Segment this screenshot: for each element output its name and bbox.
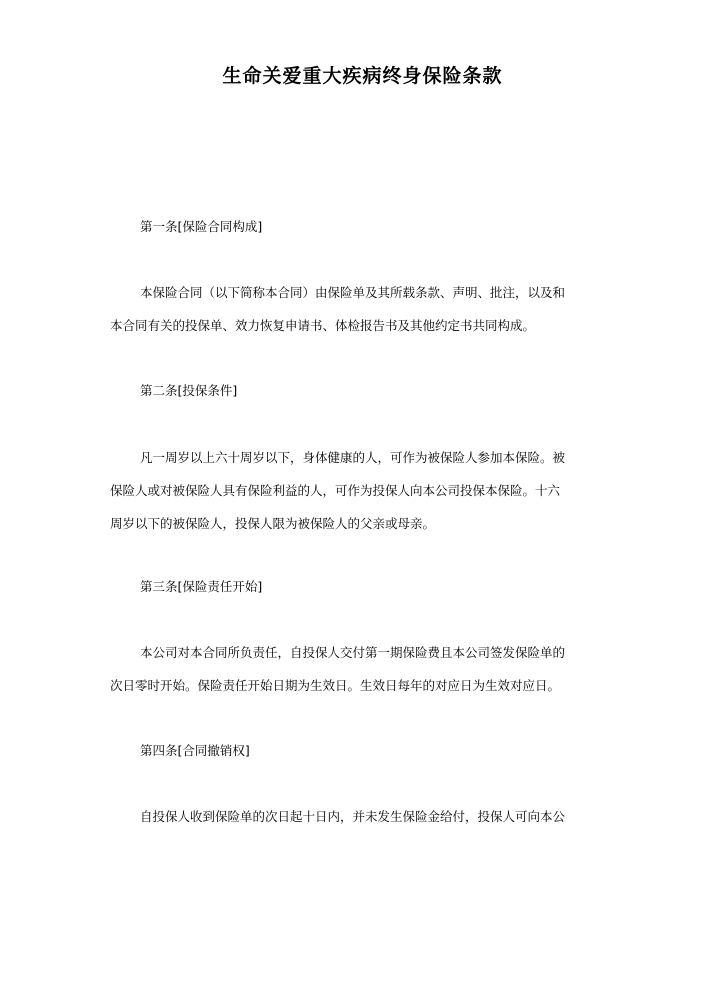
paragraph-line: 凡一周岁以上六十周岁以下，身体健康的人，可作为被保险人参加本保险。被 — [140, 450, 566, 465]
paragraph-line: 保险人或对被保险人具有保险利益的人，可作为投保人向本公司投保本保险。十六 — [110, 483, 561, 498]
section-heading-1: 第一条[保险合同构成] — [140, 219, 263, 234]
document-title: 生命关爱重大疾病终身保险条款 — [222, 65, 503, 87]
section-body-1 — [110, 276, 640, 342]
section-body-2 — [110, 441, 640, 540]
section-heading-2: 第二条[投保条件] — [140, 383, 238, 398]
paragraph-line: 本公司对本合同所负责任，自投保人交付第一期保险费且本公司签发保险单的 — [140, 645, 566, 660]
paragraph-line: 周岁以下的被保险人，投保人限为被保险人的父亲或母亲。 — [110, 516, 436, 531]
section-heading-4: 第四条[合同撤销权] — [140, 743, 250, 758]
paragraph-line: 本合同有关的投保单、效力恢复申请书、体检报告书及其他约定书共同构成。 — [110, 318, 536, 333]
paragraph-line: 本保险合同（以下简称本合同）由保险单及其所载条款、声明、批注，以及和 — [140, 285, 566, 300]
paragraph-line: 自投保人收到保险单的次日起十日内，并未发生保险金给付，投保人可向本公 — [140, 809, 566, 824]
paragraph-line: 次日零时开始。保险责任开始日期为生效日。生效日每年的对应日为生效对应日。 — [110, 678, 561, 693]
section-body-3 — [110, 636, 640, 702]
section-heading-3: 第三条[保险责任开始] — [140, 579, 263, 594]
section-body-4 — [110, 800, 640, 833]
